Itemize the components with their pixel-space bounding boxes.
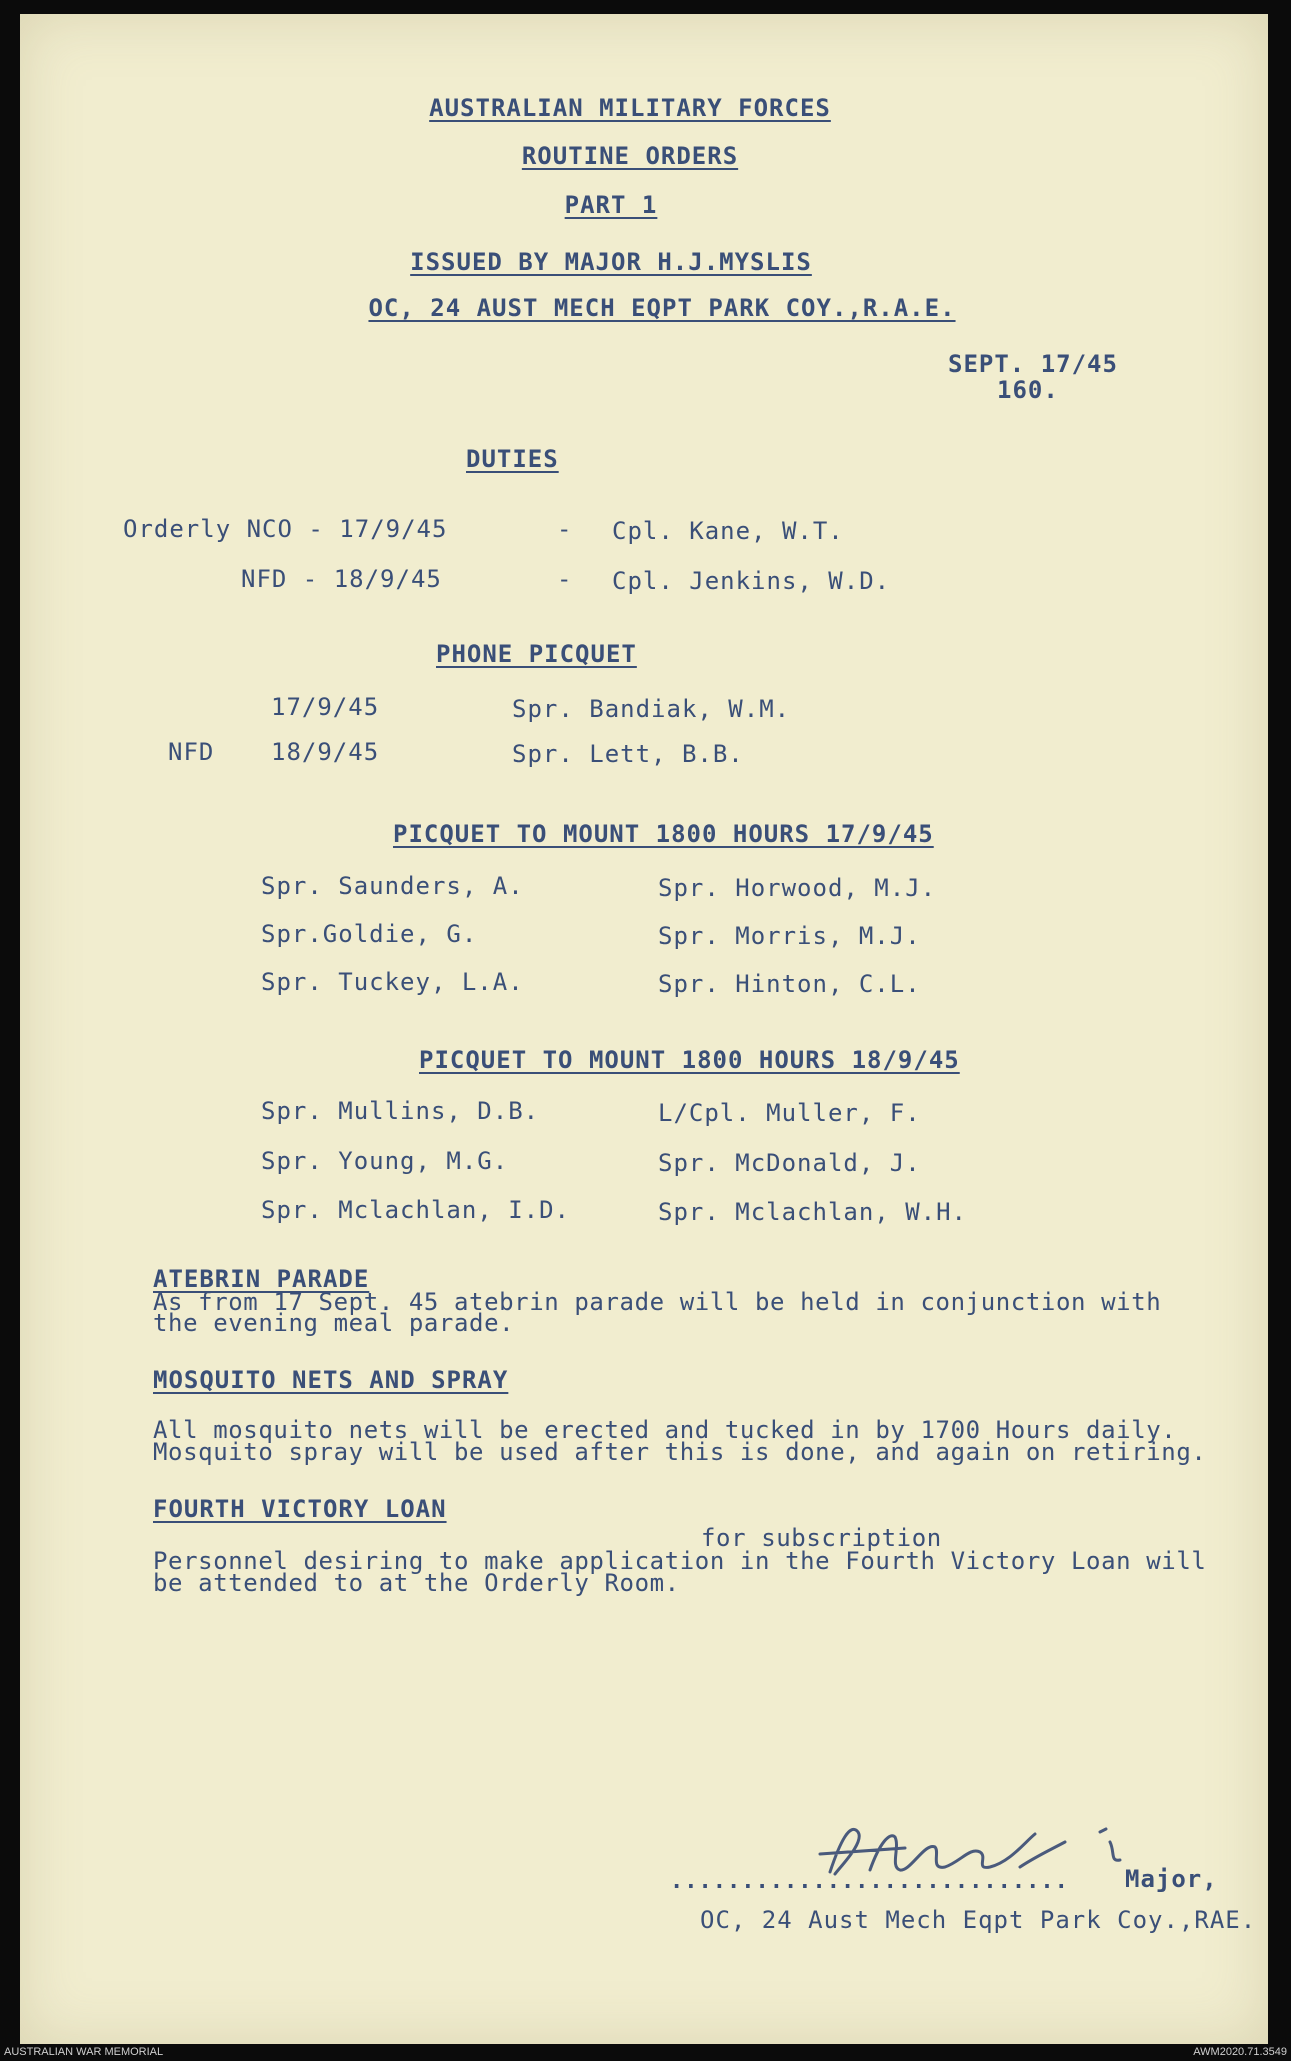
order-date: SEPT. 17/45 (948, 350, 1118, 378)
phone-picquet-date: 18/9/45 (271, 738, 380, 766)
picquet-2-name: Spr. Mullins, D.B. (261, 1097, 540, 1125)
loan-line-2: be attended to at the Orderly Room. (153, 1569, 680, 1597)
picquet-2-name: Spr. Mclachlan, I.D. (261, 1196, 570, 1224)
phone-picquet-name: Spr. Lett, B.B. (512, 740, 744, 768)
header-line-3: PART 1 (564, 191, 658, 219)
mosquito-heading: MOSQUITO NETS AND SPRAY (153, 1366, 509, 1394)
document-page (20, 14, 1268, 2044)
duty-label: Orderly NCO - 17/9/45 (123, 515, 448, 543)
atebrin-heading: ATEBRIN PARADE (153, 1265, 370, 1293)
header-line-1: AUSTRALIAN MILITARY FORCES (429, 94, 831, 122)
picquet-2-name: Spr. Mclachlan, W.H. (658, 1198, 967, 1226)
signature-dots: ............................ (670, 1869, 1069, 1894)
picquet-1-heading: PICQUET TO MOUNT 1800 HOURS 17/9/45 (393, 820, 934, 848)
loan-line-1: Personnel desiring to make application in the Fourth Victory Loan will (153, 1547, 1207, 1575)
picquet-2-name: Spr. Young, M.G. (261, 1147, 509, 1175)
duty-dash: - (557, 515, 573, 543)
duty-label: NFD - 18/9/45 (241, 565, 442, 593)
picquet-1-name: Spr.Goldie, G. (261, 920, 478, 948)
loan-insertion: for subscription (701, 1524, 942, 1552)
phone-picquet-heading: PHONE PICQUET (436, 640, 637, 668)
picquet-2-name: Spr. McDonald, J. (658, 1149, 921, 1177)
footer-right: AWM2020.71.3549 (1193, 2046, 1287, 2058)
header-line-5: OC, 24 AUST MECH EQPT PARK COY.,R.A.E. (368, 294, 956, 322)
duty-dash: - (557, 565, 573, 593)
atebrin-line-1: As from 17 Sept. 45 atebrin parade will be held in conjunction with (153, 1288, 1162, 1316)
header-line-2: ROUTINE ORDERS (521, 142, 739, 170)
picquet-2-name: L/Cpl. Muller, F. (658, 1099, 921, 1127)
footer-left: AUSTRALIAN WAR MEMORIAL (4, 2046, 164, 2058)
phone-picquet-name: Spr. Bandiak, W.M. (512, 695, 791, 723)
signature-rank: Major, (1125, 1865, 1218, 1893)
mosquito-line-2: Mosquito spray will be used after this is done, and again on retiring. (153, 1438, 1207, 1466)
phone-picquet-prefix: NFD (168, 738, 215, 766)
atebrin-line-2: the evening meal parade. (153, 1309, 515, 1337)
picquet-1-name: Spr. Hinton, C.L. (658, 970, 921, 998)
duty-name: Cpl. Kane, W.T. (612, 517, 844, 545)
order-number: 160. (997, 376, 1059, 404)
picquet-1-name: Spr. Horwood, M.J. (658, 874, 937, 902)
picquet-1-name: Spr. Morris, M.J. (658, 922, 921, 950)
picquet-1-name: Spr. Saunders, A. (261, 872, 524, 900)
picquet-1-name: Spr. Tuckey, L.A. (261, 968, 524, 996)
duties-heading: DUTIES (466, 445, 559, 473)
picquet-2-heading: PICQUET TO MOUNT 1800 HOURS 18/9/45 (419, 1046, 960, 1074)
signature-title: OC, 24 Aust Mech Eqpt Park Coy.,RAE. (700, 1906, 1257, 1934)
header-line-4: ISSUED BY MAJOR H.J.MYSLIS (410, 248, 812, 276)
duty-name: Cpl. Jenkins, W.D. (612, 567, 891, 595)
loan-heading: FOURTH VICTORY LOAN (153, 1495, 447, 1523)
phone-picquet-date: 17/9/45 (271, 693, 380, 721)
mosquito-line-1: All mosquito nets will be erected and tucked in by 1700 Hours daily. (153, 1416, 1177, 1444)
